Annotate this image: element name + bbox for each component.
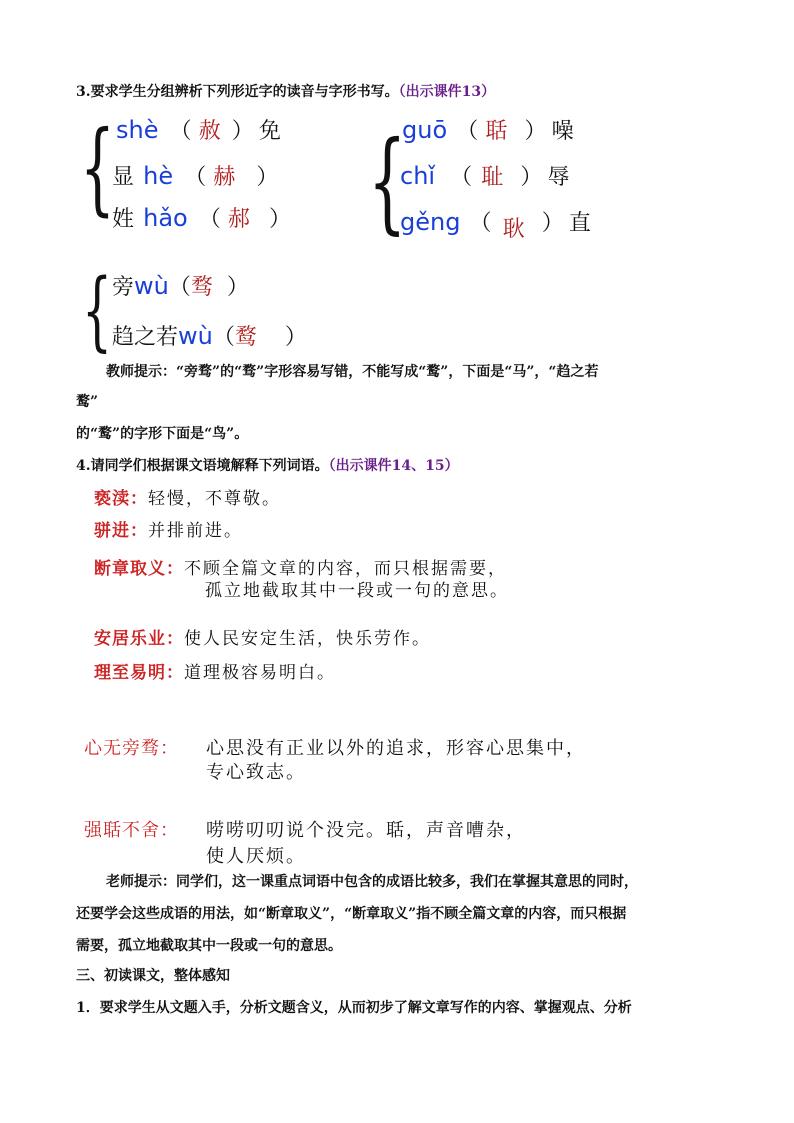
term-definition: 唠唠叨叨说个没完。聒，声音嘈杂， xyxy=(206,820,526,841)
paren-open: （ xyxy=(469,211,492,236)
group3-row1 xyxy=(112,270,249,301)
pinyin: wù xyxy=(178,322,213,350)
q3-courseware-ref: （出示课件13） xyxy=(398,84,496,100)
paren-open: （ xyxy=(168,275,191,300)
answer-char: 郝 xyxy=(227,207,250,232)
term-label: 骈进： xyxy=(94,521,148,541)
term-definition-cont: 专心致志。 xyxy=(206,762,306,783)
paren-open: （ xyxy=(212,325,235,350)
group1-row2 xyxy=(112,160,278,191)
lead-char: 旁 xyxy=(112,275,135,300)
term-definition: 并排前进。 xyxy=(148,521,243,541)
pinyin: hè xyxy=(143,162,174,190)
lead-char: 姓 xyxy=(112,207,135,232)
paren-close: ） xyxy=(269,207,292,232)
brace-group-1: { xyxy=(80,109,115,226)
term-row xyxy=(84,734,586,760)
term-label: 安居乐业： xyxy=(94,629,184,649)
term-definition: 使人民安定生活，快乐劳作。 xyxy=(184,629,431,649)
term-definition-cont: 使人厌烦。 xyxy=(206,846,306,867)
q4-label: 4.请同学们根据课文语境解释下列词语。 xyxy=(76,458,329,474)
paren-open: （ xyxy=(184,165,207,190)
q3-label: 3.要求学生分组辨析下列形近字的读音与字形书写。 xyxy=(76,84,399,100)
tail-char: 直 xyxy=(568,211,591,236)
paren-open: （ xyxy=(169,119,192,144)
term-definition-cont: 孤立地截取其中一段或一句的意思。 xyxy=(205,581,509,601)
pinyin: chǐ xyxy=(400,162,436,190)
q3-heading xyxy=(76,82,495,102)
section-3-title: 三、初读课文，整体感知 xyxy=(76,968,230,984)
pinyin: wù xyxy=(134,272,169,300)
pinyin: hǎo xyxy=(143,204,188,232)
term-label: 亵渎： xyxy=(94,489,148,509)
paren-open: （ xyxy=(456,119,479,144)
group2-row2 xyxy=(400,160,570,191)
group2-row3 xyxy=(400,206,591,242)
group3-row2 xyxy=(112,320,307,351)
term-label: 强聒不舍： xyxy=(84,820,179,841)
term-row xyxy=(94,624,431,649)
paren-close: ） xyxy=(256,165,279,190)
paren-open: （ xyxy=(198,207,221,232)
term-definition: 轻慢，不尊敬。 xyxy=(148,489,281,509)
term-definition: 不顾全篇文章的内容，而只根据需要， xyxy=(184,559,507,579)
answer-char: 耿 xyxy=(502,217,525,242)
term-row xyxy=(94,658,336,683)
group2-row1 xyxy=(402,114,574,145)
paren-close: ） xyxy=(284,325,307,350)
lead-char: 显 xyxy=(112,165,135,190)
tail-char: 免 xyxy=(258,119,281,144)
term-definition: 道理极容易明白。 xyxy=(184,663,336,683)
answer-char: 赦 xyxy=(198,119,221,144)
pinyin: guō xyxy=(402,116,448,144)
tip2-line3: 需要，孤立地截取其中一段或一句的意思。 xyxy=(76,938,342,954)
group1-row3 xyxy=(112,202,291,233)
brace-group-3: { xyxy=(82,261,113,361)
tail-char: 噪 xyxy=(551,119,574,144)
paren-close: ） xyxy=(541,211,564,236)
lead-char: 趋之若 xyxy=(112,325,179,350)
term-label: 断章取义： xyxy=(94,559,184,579)
paren-close: ） xyxy=(520,165,543,190)
answer-char: 骛 xyxy=(190,275,213,300)
pinyin: gěng xyxy=(400,208,461,236)
term-definition: 心思没有正业以外的追求，形容心思集中， xyxy=(206,738,586,759)
brace-group-2: { xyxy=(368,117,407,245)
group1-row1 xyxy=(116,114,281,145)
paren-open: （ xyxy=(450,165,473,190)
pinyin: shè xyxy=(116,116,159,144)
item-1-text: 1．要求学生从文题入手，分析文题含义，从而初步了解文章写作的内容、掌握观点、分析 xyxy=(76,1000,632,1016)
tail-char: 辱 xyxy=(547,165,570,190)
term-row xyxy=(84,816,526,842)
answer-char: 赫 xyxy=(213,165,236,190)
tip1-line2: 鹜” xyxy=(76,394,99,410)
tip2-line1: 老师提示：同学们，这一课重点词语中包含的成语比较多，我们在掌握其意思的同时， xyxy=(106,874,638,890)
paren-close: ） xyxy=(231,119,254,144)
tip1-line3: 的“鹜”的字形下面是“鸟”。 xyxy=(76,426,249,442)
term-row xyxy=(94,484,281,509)
answer-char: 聒 xyxy=(485,119,508,144)
term-label: 理至易明： xyxy=(94,663,184,683)
answer-char: 耻 xyxy=(481,165,504,190)
paren-close: ） xyxy=(226,275,249,300)
tip2-line2: 还要学会这些成语的用法，如“断章取义”，“断章取义”指不顾全篇文章的内容，而只根据 xyxy=(76,906,627,922)
q4-courseware-ref: （出示课件14、15） xyxy=(328,458,459,474)
term-row xyxy=(94,516,243,541)
paren-close: ） xyxy=(524,119,547,144)
tip1-line1: 教师提示：“旁骛”的“骛”字形容易写错，不能写成“鹜”，下面是“马”，“趋之若 xyxy=(106,364,599,380)
term-label: 心无旁骛： xyxy=(84,738,179,759)
answer-char: 鹜 xyxy=(234,325,257,350)
q4-heading xyxy=(76,456,459,476)
